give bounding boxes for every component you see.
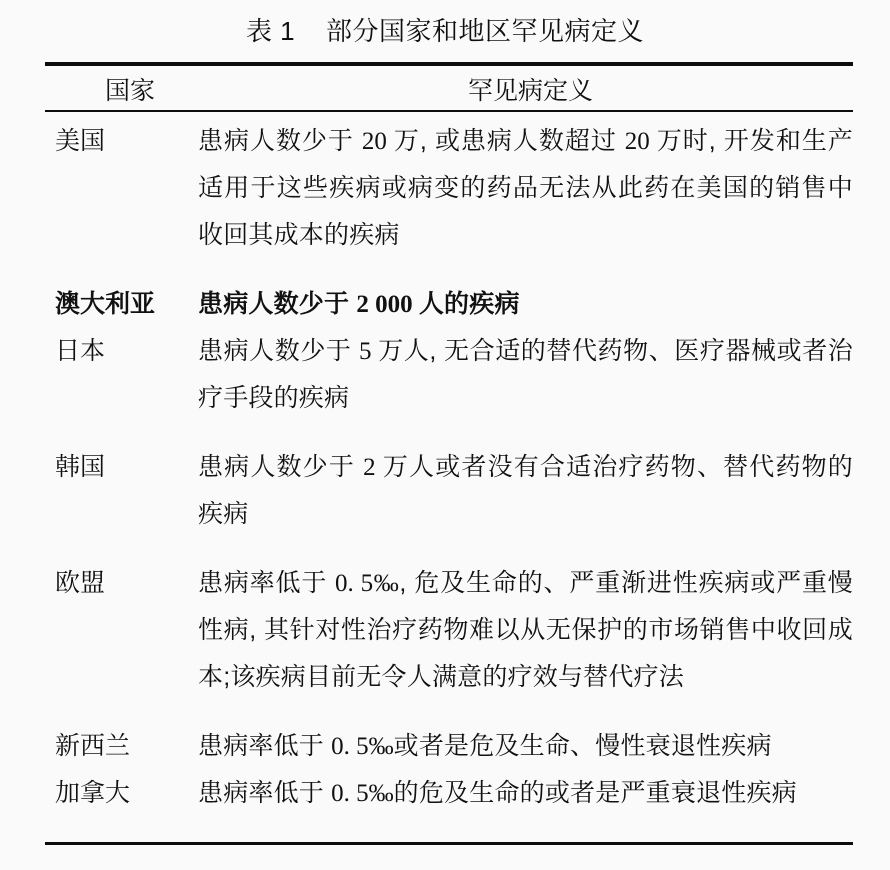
table-row	[45, 723, 853, 770]
cell-definition: 患病人数少于 20 万, 或患病人数超过 20 万时, 开发和生产适用于这些疾病或病变的药品无法从此药在美国的销售中收回其成本的疾病	[198, 127, 854, 249]
cell-definition: 患病人数少于 5 万人, 无合适的替代药物、医疗器械或者治疗手段的疾病	[198, 337, 853, 412]
cell-country: 新西兰	[55, 732, 131, 760]
numeric-value: 0. 5‰	[335, 570, 400, 597]
table-row	[45, 118, 853, 259]
cell-definition: 患病人数少于 2 000 人的疾病	[198, 290, 520, 318]
table-row	[45, 770, 853, 817]
column-header-definition: 罕见病定义	[467, 77, 593, 105]
cell-country: 韩国	[55, 453, 106, 481]
numeric-value: 5	[359, 338, 379, 365]
numeric-value: 0. 5‰	[331, 780, 394, 807]
table-bottom-rule	[45, 842, 853, 845]
table-header-row	[45, 72, 853, 110]
cell-country: 美国	[55, 127, 106, 155]
table-row	[45, 281, 853, 328]
table-header-rule	[45, 110, 853, 112]
column-header-country: 国家	[104, 77, 155, 105]
table-body	[45, 118, 853, 817]
table-caption	[0, 12, 890, 50]
cell-definition: 患病率低于 0. 5‰或者是危及生命、慢性衰退性疾病	[198, 732, 772, 760]
table-row	[45, 328, 853, 422]
cell-definition: 患病人数少于 2 万人或者没有合适治疗药物、替代药物的疾病	[198, 453, 854, 528]
table-row	[45, 560, 853, 701]
table-row	[45, 444, 853, 538]
numeric-value: 2 000	[356, 291, 419, 318]
cell-country: 日本	[55, 337, 106, 365]
cell-definition: 患病率低于 0. 5‰的危及生命的或者是严重衰退性疾病	[198, 779, 797, 807]
caption-text: 表 1 部分国家和地区罕见病定义	[245, 16, 645, 46]
numeric-value: 2	[363, 454, 383, 481]
cell-definition: 患病率低于 0. 5‰, 危及生命的、严重渐进性疾病或严重慢性病, 其针对性治疗药物难以从无保护的市场销售中收回成本;该疾病目前无令人满意的疗效与替代疗法	[198, 569, 853, 691]
cell-country: 澳大利亚	[55, 290, 156, 318]
table-top-rule	[45, 62, 853, 66]
numeric-value: 0. 5‰	[331, 733, 394, 760]
cell-country: 加拿大	[55, 779, 131, 807]
numeric-value: 20	[361, 128, 394, 155]
numeric-value: 20	[624, 128, 657, 155]
cell-country: 欧盟	[55, 569, 106, 597]
